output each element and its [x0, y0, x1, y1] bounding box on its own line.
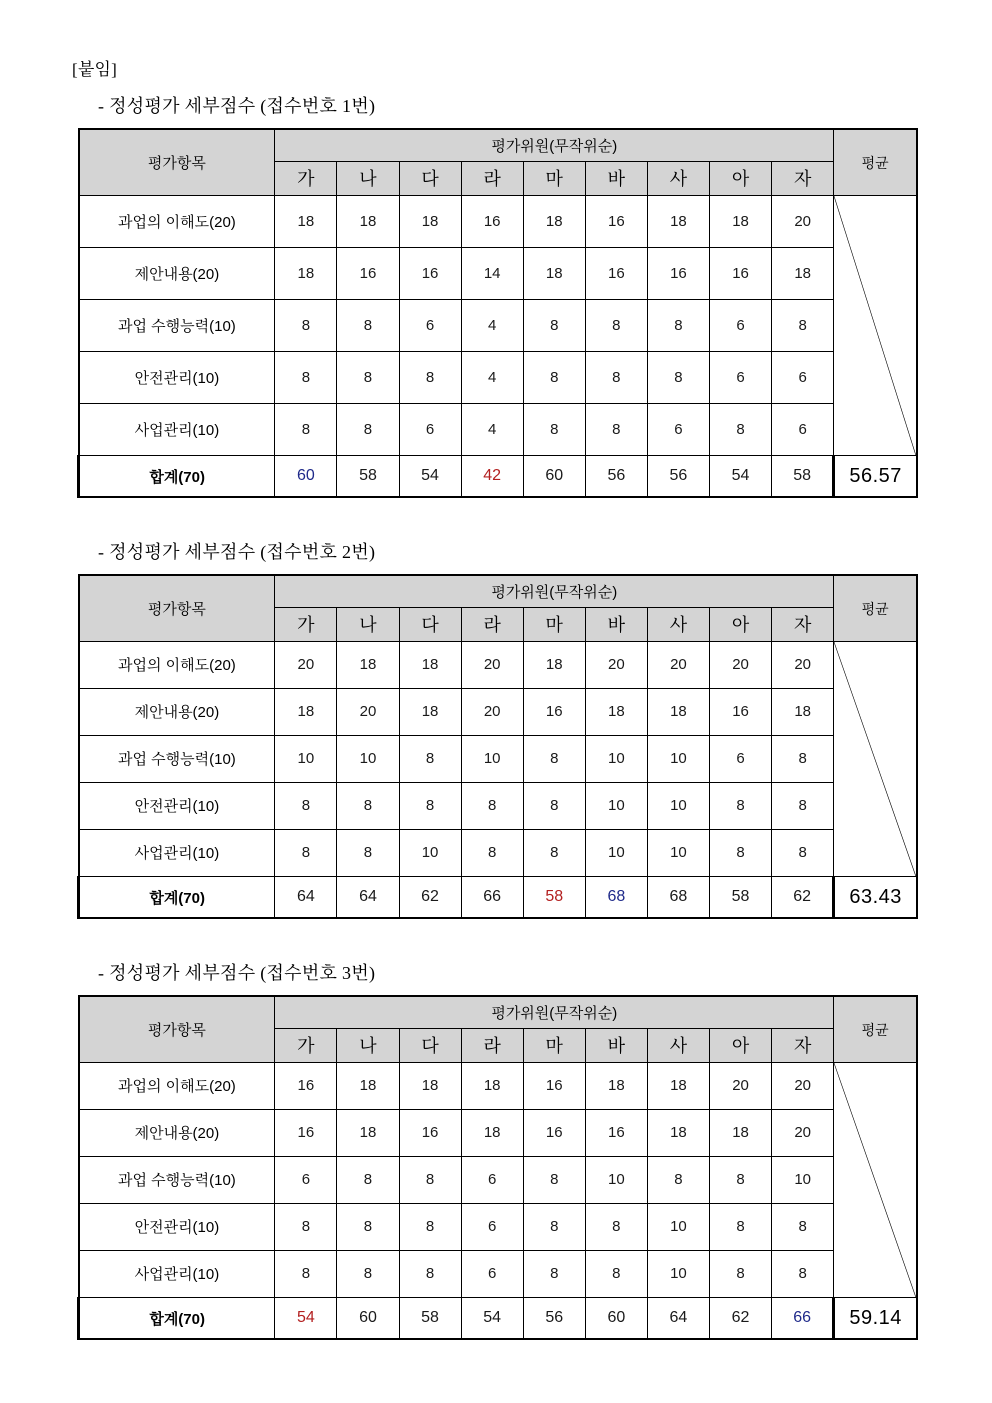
table-title-2: - 정성평가 세부점수 (접수번호 2번): [98, 542, 376, 563]
total-score-cell: 56: [523, 1297, 585, 1339]
score-cell: 6: [461, 1203, 523, 1250]
score-cell: 10: [461, 735, 523, 782]
header-judge-1: 가: [275, 1028, 337, 1062]
score-cell: 20: [772, 195, 834, 247]
header-evaluation-item: 평가항목: [79, 996, 275, 1062]
table-row: [79, 1203, 918, 1250]
score-cell: 8: [337, 1250, 399, 1297]
header-judge-6: 바: [585, 161, 647, 195]
header-judge-5: 마: [523, 161, 585, 195]
table-row: [79, 299, 918, 351]
score-cell: 8: [275, 1203, 337, 1250]
score-cell: 16: [585, 195, 647, 247]
score-cell: 20: [461, 688, 523, 735]
score-table-2: [77, 574, 918, 919]
score-cell: 8: [523, 1250, 585, 1297]
table-total-row: [79, 455, 918, 497]
score-cell: 8: [585, 403, 647, 455]
header-judge-7: 사: [647, 161, 709, 195]
header-judge-4: 라: [461, 607, 523, 641]
header-evaluation-item: 평가항목: [79, 575, 275, 641]
score-cell: 18: [275, 195, 337, 247]
row-label: 안전관리(10): [79, 782, 275, 829]
score-cell: 4: [461, 299, 523, 351]
score-cell: 8: [523, 782, 585, 829]
row-label: 안전관리(10): [79, 351, 275, 403]
total-label: 합계(70): [79, 1297, 275, 1339]
score-cell: 8: [275, 299, 337, 351]
score-cell: 6: [461, 1156, 523, 1203]
header-judge-9: 자: [772, 607, 834, 641]
table-row: [79, 1109, 918, 1156]
score-cell: 18: [399, 688, 461, 735]
header-judge-3: 다: [399, 607, 461, 641]
score-cell: 8: [399, 1156, 461, 1203]
score-cell: 20: [337, 688, 399, 735]
table-body-1: [79, 195, 918, 497]
header-average: 평균: [834, 996, 917, 1062]
score-cell: 8: [461, 829, 523, 876]
table-row: [79, 1062, 918, 1109]
score-cell: 8: [772, 782, 834, 829]
header-judge-6: 바: [585, 1028, 647, 1062]
score-cell: 8: [772, 299, 834, 351]
score-cell: 18: [647, 195, 709, 247]
total-score-cell: 64: [275, 876, 337, 918]
score-cell: 8: [523, 1156, 585, 1203]
table-row: [79, 782, 918, 829]
header-judge-2: 나: [337, 161, 399, 195]
score-cell: 10: [399, 829, 461, 876]
score-cell: 8: [275, 782, 337, 829]
row-label: 과업의 이해도(20): [79, 1062, 275, 1109]
score-cell: 8: [337, 1156, 399, 1203]
row-label: 과업의 이해도(20): [79, 641, 275, 688]
score-cell: 16: [647, 247, 709, 299]
score-cell: 8: [523, 299, 585, 351]
score-cell: 8: [275, 829, 337, 876]
total-score-cell: 62: [709, 1297, 771, 1339]
table-row: [79, 1156, 918, 1203]
score-cell: 8: [709, 782, 771, 829]
score-cell: 8: [772, 1203, 834, 1250]
score-table-block-3: [72, 959, 932, 1340]
attachment-label: [붙임]: [72, 60, 117, 79]
table-row: [79, 351, 918, 403]
score-cell: 6: [709, 735, 771, 782]
row-label: 과업 수행능력(10): [79, 735, 275, 782]
score-cell: 8: [772, 1250, 834, 1297]
block-spacer: [72, 498, 932, 538]
total-score-cell: 58: [399, 1297, 461, 1339]
table-header-1: [79, 129, 918, 195]
score-cell: 10: [585, 1156, 647, 1203]
header-judge-5: 마: [523, 607, 585, 641]
header-judge-8: 아: [709, 1028, 771, 1062]
score-cell: 10: [275, 735, 337, 782]
header-evaluation-committee: 평가위원(무작위순): [275, 996, 834, 1028]
score-table-1: [77, 128, 918, 498]
row-label: 사업관리(10): [79, 1250, 275, 1297]
score-cell: 16: [523, 1062, 585, 1109]
score-cell: 8: [585, 351, 647, 403]
score-cell: 8: [585, 1203, 647, 1250]
score-cell: 6: [772, 403, 834, 455]
score-cell: 20: [709, 641, 771, 688]
score-cell: 18: [399, 195, 461, 247]
score-cell: 8: [399, 735, 461, 782]
score-cell: 6: [709, 351, 771, 403]
score-cell: 10: [337, 735, 399, 782]
table-body-2: [79, 641, 918, 918]
row-label: 제안내용(20): [79, 688, 275, 735]
header-judge-3: 다: [399, 161, 461, 195]
score-cell: 8: [275, 403, 337, 455]
total-score-cell: 66: [461, 876, 523, 918]
score-cell: 18: [523, 247, 585, 299]
score-cell: 10: [585, 782, 647, 829]
score-cell: 18: [585, 688, 647, 735]
score-cell: 10: [647, 1250, 709, 1297]
score-cell: 8: [647, 299, 709, 351]
score-cell: 18: [647, 1062, 709, 1109]
score-cell: 8: [647, 1156, 709, 1203]
score-cell: 18: [275, 247, 337, 299]
score-cell: 16: [709, 688, 771, 735]
score-cell: 8: [337, 351, 399, 403]
row-label: 사업관리(10): [79, 403, 275, 455]
score-cell: 8: [337, 1203, 399, 1250]
score-cell: 18: [461, 1062, 523, 1109]
score-cell: 8: [585, 1250, 647, 1297]
total-score-cell: 56: [647, 455, 709, 497]
total-score-cell: 56: [585, 455, 647, 497]
total-score-cell: 60: [275, 455, 337, 497]
score-cell: 8: [523, 829, 585, 876]
total-score-cell: 64: [337, 876, 399, 918]
row-label: 과업 수행능력(10): [79, 1156, 275, 1203]
header-judge-2: 나: [337, 1028, 399, 1062]
score-cell: 6: [399, 299, 461, 351]
total-score-cell: 58: [337, 455, 399, 497]
score-cell: 8: [585, 299, 647, 351]
total-label: 합계(70): [79, 876, 275, 918]
score-cell: 10: [647, 735, 709, 782]
score-cell: 8: [523, 735, 585, 782]
average-diagonal-cell: [834, 1062, 917, 1297]
score-cell: 8: [337, 299, 399, 351]
header-judge-9: 자: [772, 161, 834, 195]
score-cell: 10: [585, 735, 647, 782]
score-cell: 18: [523, 195, 585, 247]
score-cell: 8: [709, 403, 771, 455]
score-cell: 20: [461, 641, 523, 688]
score-table-block-1: [72, 92, 932, 498]
table-row: [79, 1250, 918, 1297]
row-label: 안전관리(10): [79, 1203, 275, 1250]
table-total-row: [79, 1297, 918, 1339]
header-judge-5: 마: [523, 1028, 585, 1062]
score-cell: 18: [275, 688, 337, 735]
score-cell: 16: [523, 688, 585, 735]
row-label: 사업관리(10): [79, 829, 275, 876]
header-average: 평균: [834, 575, 917, 641]
header-judge-2: 나: [337, 607, 399, 641]
score-cell: 18: [461, 1109, 523, 1156]
score-table-block-2: [72, 538, 932, 919]
average-diagonal-cell: [834, 641, 917, 876]
row-label: 과업 수행능력(10): [79, 299, 275, 351]
header-judge-4: 라: [461, 161, 523, 195]
score-cell: 16: [461, 195, 523, 247]
score-cell: 8: [709, 1250, 771, 1297]
total-score-cell: 68: [585, 876, 647, 918]
diagonal-strike-icon: [834, 196, 916, 455]
total-score-cell: 62: [399, 876, 461, 918]
header-average: 평균: [834, 129, 917, 195]
block-spacer: [72, 919, 932, 959]
score-cell: 4: [461, 351, 523, 403]
score-cell: 20: [772, 1062, 834, 1109]
total-score-cell: 58: [523, 876, 585, 918]
score-cell: 20: [647, 641, 709, 688]
score-cell: 18: [399, 641, 461, 688]
header-judge-8: 아: [709, 161, 771, 195]
score-cell: 18: [585, 1062, 647, 1109]
average-value: 56.57: [834, 455, 917, 497]
total-score-cell: 60: [337, 1297, 399, 1339]
score-cell: 8: [709, 829, 771, 876]
header-judge-6: 바: [585, 607, 647, 641]
score-cell: 8: [647, 351, 709, 403]
score-cell: 10: [647, 1203, 709, 1250]
score-cell: 16: [337, 247, 399, 299]
table-row: [79, 688, 918, 735]
score-cell: 8: [399, 782, 461, 829]
score-cell: 6: [772, 351, 834, 403]
total-score-cell: 54: [461, 1297, 523, 1339]
score-cell: 8: [337, 782, 399, 829]
average-value: 63.43: [834, 876, 917, 918]
score-cell: 8: [275, 1250, 337, 1297]
score-cell: 8: [461, 782, 523, 829]
score-cell: 6: [709, 299, 771, 351]
score-cell: 16: [399, 247, 461, 299]
table-row: [79, 641, 918, 688]
header-evaluation-item: 평가항목: [79, 129, 275, 195]
row-label: 제안내용(20): [79, 247, 275, 299]
diagonal-strike-icon: [834, 1063, 916, 1297]
total-score-cell: 60: [523, 455, 585, 497]
diagonal-strike-icon: [834, 642, 916, 876]
score-cell: 18: [709, 1109, 771, 1156]
total-label: 합계(70): [79, 455, 275, 497]
header-evaluation-committee: 평가위원(무작위순): [275, 575, 834, 607]
total-score-cell: 60: [585, 1297, 647, 1339]
table-header-3: [79, 996, 918, 1062]
total-score-cell: 58: [709, 876, 771, 918]
score-table-3: [77, 995, 918, 1340]
table-body-3: [79, 1062, 918, 1339]
header-judge-4: 라: [461, 1028, 523, 1062]
table-row: [79, 247, 918, 299]
table-row: [79, 829, 918, 876]
row-label: 과업의 이해도(20): [79, 195, 275, 247]
score-cell: 8: [523, 1203, 585, 1250]
score-cell: 16: [709, 247, 771, 299]
score-cell: 18: [399, 1062, 461, 1109]
total-score-cell: 68: [647, 876, 709, 918]
header-judge-7: 사: [647, 607, 709, 641]
header-judge-7: 사: [647, 1028, 709, 1062]
header-judge-9: 자: [772, 1028, 834, 1062]
score-cell: 8: [337, 403, 399, 455]
score-cell: 8: [275, 351, 337, 403]
score-cell: 8: [523, 403, 585, 455]
table-header-2: [79, 575, 918, 641]
table-row: [79, 735, 918, 782]
score-cell: 8: [709, 1156, 771, 1203]
score-cell: 8: [337, 829, 399, 876]
average-diagonal-cell: [834, 195, 917, 455]
total-score-cell: 54: [275, 1297, 337, 1339]
score-cell: 8: [709, 1203, 771, 1250]
total-score-cell: 66: [772, 1297, 834, 1339]
score-cell: 18: [337, 1109, 399, 1156]
score-cell: 8: [399, 1250, 461, 1297]
table-row: [79, 195, 918, 247]
total-score-cell: 62: [772, 876, 834, 918]
table-total-row: [79, 876, 918, 918]
table-title-3: - 정성평가 세부점수 (접수번호 3번): [98, 963, 376, 984]
score-cell: 16: [275, 1062, 337, 1109]
score-cell: 16: [399, 1109, 461, 1156]
total-score-cell: 64: [647, 1297, 709, 1339]
header-judge-1: 가: [275, 161, 337, 195]
score-cell: 6: [275, 1156, 337, 1203]
score-cell: 18: [523, 641, 585, 688]
score-cell: 20: [585, 641, 647, 688]
score-cell: 6: [647, 403, 709, 455]
score-cell: 8: [772, 829, 834, 876]
score-cell: 20: [772, 1109, 834, 1156]
score-cell: 18: [337, 1062, 399, 1109]
header-judge-8: 아: [709, 607, 771, 641]
header-evaluation-committee: 평가위원(무작위순): [275, 129, 834, 161]
score-cell: 4: [461, 403, 523, 455]
row-label: 제안내용(20): [79, 1109, 275, 1156]
total-score-cell: 54: [709, 455, 771, 497]
score-cell: 20: [772, 641, 834, 688]
score-cell: 8: [772, 735, 834, 782]
score-cell: 18: [647, 688, 709, 735]
score-cell: 14: [461, 247, 523, 299]
average-value: 59.14: [834, 1297, 917, 1339]
score-cell: 10: [585, 829, 647, 876]
score-cell: 8: [399, 1203, 461, 1250]
header-judge-1: 가: [275, 607, 337, 641]
total-score-cell: 42: [461, 455, 523, 497]
score-cell: 20: [709, 1062, 771, 1109]
score-cell: 10: [772, 1156, 834, 1203]
score-cell: 8: [523, 351, 585, 403]
score-cell: 18: [337, 195, 399, 247]
score-cell: 18: [647, 1109, 709, 1156]
score-cell: 16: [275, 1109, 337, 1156]
score-cell: 18: [337, 641, 399, 688]
score-cell: 16: [523, 1109, 585, 1156]
header-judge-3: 다: [399, 1028, 461, 1062]
score-cell: 18: [709, 195, 771, 247]
score-cell: 16: [585, 1109, 647, 1156]
table-title-1: - 정성평가 세부점수 (접수번호 1번): [98, 96, 376, 117]
table-row: [79, 403, 918, 455]
score-cell: 10: [647, 829, 709, 876]
score-cell: 20: [275, 641, 337, 688]
score-cell: 10: [647, 782, 709, 829]
score-cell: 16: [585, 247, 647, 299]
score-cell: 18: [772, 247, 834, 299]
total-score-cell: 58: [772, 455, 834, 497]
score-cell: 6: [461, 1250, 523, 1297]
score-cell: 18: [772, 688, 834, 735]
score-cell: 6: [399, 403, 461, 455]
total-score-cell: 54: [399, 455, 461, 497]
score-cell: 8: [399, 351, 461, 403]
